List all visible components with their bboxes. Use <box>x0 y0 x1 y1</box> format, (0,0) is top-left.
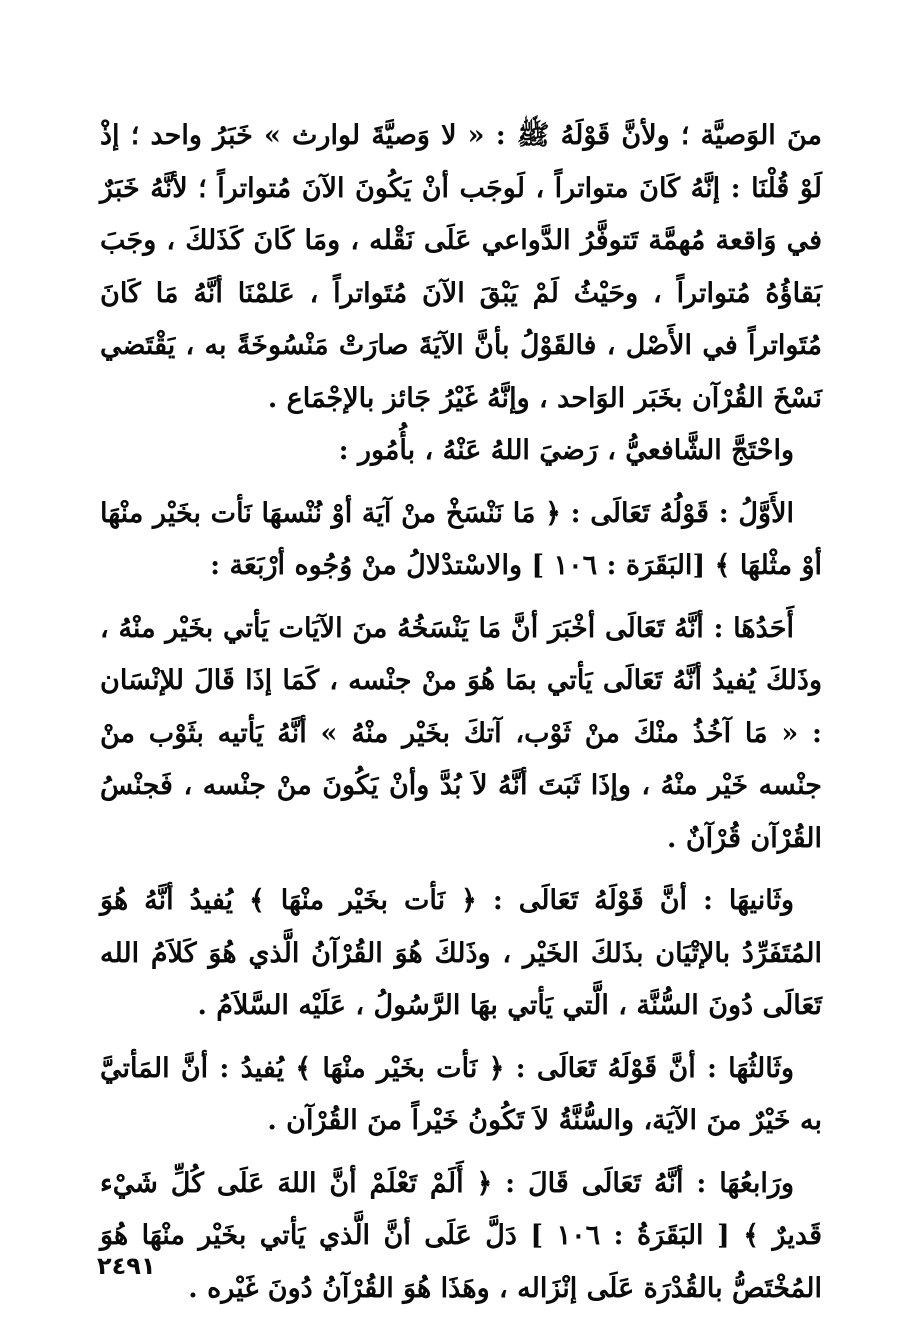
paragraph-2: واحْتَجَّ الشَّافعيُّ ، رَضيَ اللهُ عَنْهُ ، بأُمُور : <box>338 435 794 466</box>
paragraph-5: وثَانيهَا : أنَّ قَوْلَهُ تَعَالَى : ﴿ نَأت بخَيْر منْهَا ﴾ يُفيدُ أنَّهُ هُوَ المُتَفَرِّدُ بالإتْيَان بذَلكَ الخَيْر ، وذَلكَ هُوَ القُرْآنُ الَّذي هُوَ كَلاَمُ الله تَعَالَى دُونَ السُّنَّة ، الَّتي يَأتي بهَا الرَّسُولُ ، عَلَيْه السَّلاَمُ . <box>100 885 822 1021</box>
paragraph-7: ورَابعُهَا : أنَّهُ تَعَالَى قَالَ : ﴿ أَلَمْ تَعْلَمْ أنَّ اللهَ عَلَى كُلِّ شَيْء قَديرٌ ﴾ [ البَقَرَةُ : ١٠٦ ] دَلَّ عَلَى أنَّ الَّذي يَأتي بخَيْر منْهَا هُوَ المُخْتَصُّ بالقُدْرَة عَلَى إنْزَاله ، وهَذَا هُوَ القُرْآنُ دُونَ غَيْره . <box>100 1167 822 1304</box>
paragraph-6: وثَالثُهَا : أنَّ قَوْلَهُ تَعَالَى : ﴿ نَأت بخَيْر منْهَا ﴾ يُفيدُ : أنَّ المَأتيَّ به خَيْرٌ منَ الآيَة، والسُّنَّةُ لاَ تَكُونُ خَيْراً منَ القُرْآن . <box>100 1052 822 1136</box>
paragraph-4: أَحَدُهَا : أنَّهُ تَعَالَى أخْبَرَ أنَّ مَا يَنْسَخُهُ منَ الآيَات يَأتي بخَيْر منْهُ ، وذَلكَ يُفيدُ أنَّهُ تَعَالَى يَأتي بمَا هُوَ منْ جنْسه ، كَمَا إذَا قَالَ للإنْسَان : « مَا آخُذُ منْكَ منْ ثَوْب، آتكَ بخَيْر منْهُ » أنَّهُ يَأتيه بثَوْب منْ جنْسه خَيْر منْهُ ، وإذَا ثَبَتَ أنَّهُ لاَ بُدَّ وأنْ يَكُونَ منْ جنْسه ، فَجنْسُ القُرْآن قُرْآنٌ . <box>100 612 822 854</box>
paragraph-1: منَ الوَصيَّة ؛ ولأنَّ قَوْلَهُ ﷺ : « لا وَصيَّةَ لوارث » خَبَرُ واحد ؛ إذْ لَوْ قُلْنَا : إنَّهُ كَانَ متواتراً ، لَوجَب أنْ يَكُونَ الآنَ مُتواتراً ؛ لأنَّهُ خَبَرٌ في وَاقعة مُهمَّة تَتوفَّرُ الدَّواعي عَلَى نَقْله ، ومَا كَانَ كَذَلكَ ، وجَبَ بَقاؤُهُ مُتواتراً ، وحَيْثُ لَمْ يَبْقَ الآنَ مُتَواتراً ، عَلمْنَا أنَّهُ مَا كَانَ مُتَواتراً في الأَصْل ، فالقَوْلُ بأنَّ الآيَةَ صارَتْ مَنْسُوخَةً به ، يَقْتَضي نَسْخَ القُرْآن بخَبَر الوَاحد ، وإنَّهُ غَيْرُ جَائز بالإجْمَاع . <box>100 120 822 414</box>
page-body <box>100 110 822 1315</box>
page-number: ٢٤٩١ <box>97 1252 156 1280</box>
paragraph-3: الأَوَّلُ : قَوْلُهُ تَعَالَى : ﴿ مَا نَنْسَخْ منْ آيَة أوْ نُنْسهَا نَأت بخَيْر منْهَا أوْ مثْلهَا ﴾ [البَقَرَة : ١٠٦ ] والاسْتدْلالُ منْ وُجُوه أرْبَعَة : <box>100 497 822 581</box>
